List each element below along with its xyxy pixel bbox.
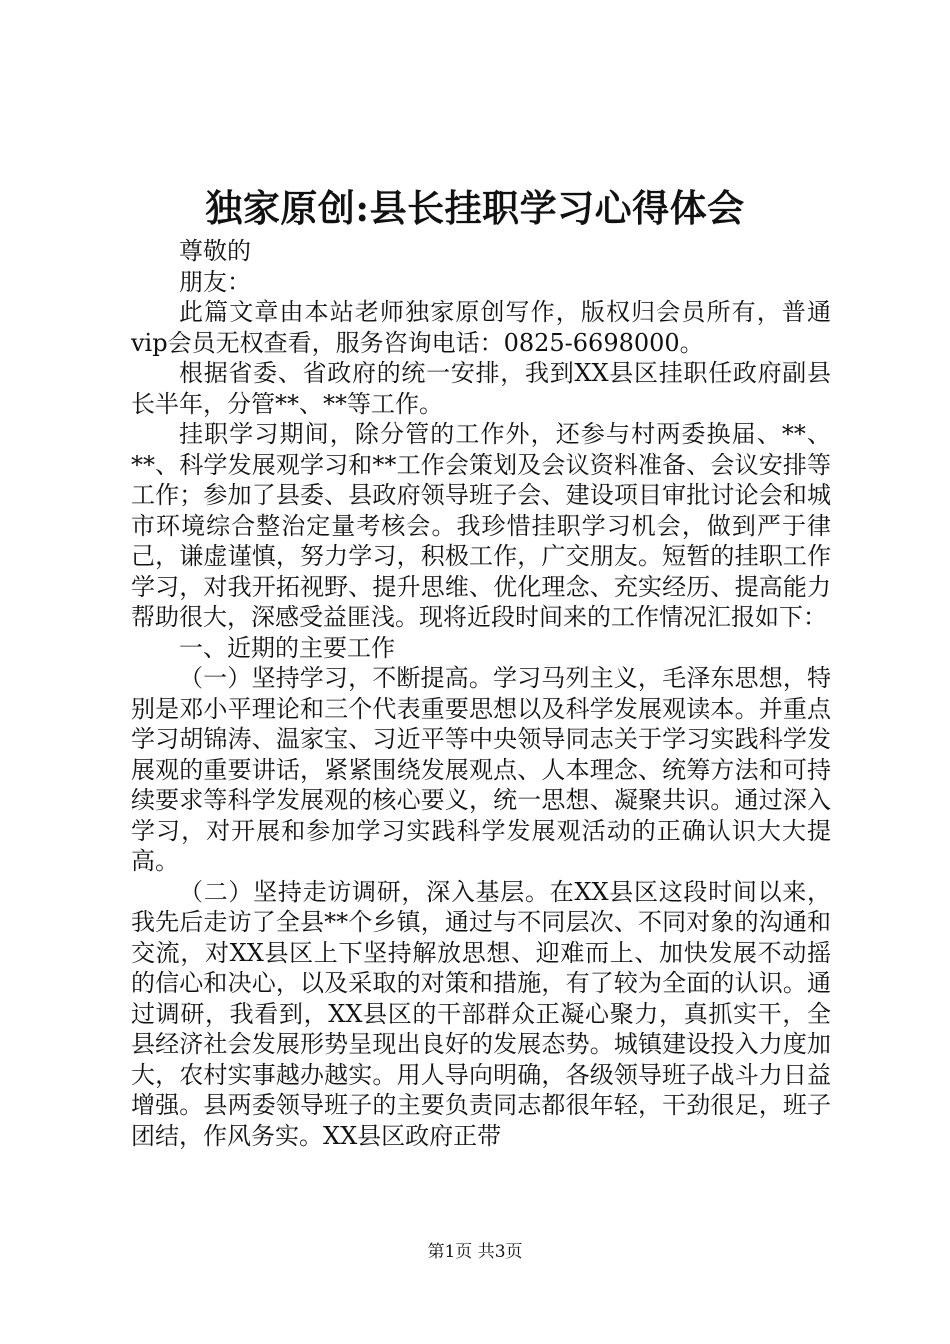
study-paragraph: （一）坚持学习，不断提高。学习马列主义，毛泽东思想，特别是邓小平理论和三个代表重要思想以及科学发展观读本。并重点学习胡锦涛、温家宝、习近平等中央领导同志关于学习实践科学发展观的重要讲话，紧紧围绕发展观点、人本理念、统筹方法和可持续要求等科学发展观的核心要义，统一思想、凝聚共识。通过深入学习，对开展和参加学习实践科学发展观活动的正确认识大大提高。 [131,664,831,875]
duties-paragraph: 挂职学习期间，除分管的工作外，还参与村两委换届、**、**、科学发展观学习和**工作会策划及会议资料准备、会议安排等工作；参加了县委、县政府领导班子会、建设项目审批讨论会和城市环境综合整治定量考核会。我珍惜挂职学习机会，做到严于律己，谦虚谨慎，努力学习，积极工作，广交朋友。短暂的挂职工作学习，对我开拓视野、提升思维、优化理念、充实经历、提高能力帮助很大，深感受益匪浅。现将近段时间来的工作情况汇报如下： [131,420,831,631]
research-paragraph: （二）坚持走访调研，深入基层。在XX县区这段时间以来，我先后走访了全县**个乡镇，通过与不同层次、不同对象的沟通和交流，对XX县区上下坚持解放思想、迎难而上、加快发展不动摇的信心和决心，以及采取的对策和措施，有了较为全面的认识。通过调研，我看到，XX县区的干部群众正凝心聚力，真抓实干，全县经济社会发展形势呈现出良好的发展态势。城镇建设投入力度加大，农村实事越办越实。用人导向明确，各级领导班子战斗力日益增强。县两委领导班子的主要负责同志都很年轻，干劲很足，班子团结，作风务实。XX县区政府正带 [131,877,831,1150]
salutation-line-1: 尊敬的 [179,237,251,265]
page-footer: 第1页 共3页 [427,1242,523,1262]
document-body [131,236,831,1151]
copyright-notice-paragraph: 此篇文章由本站老师独家原创写作，版权归会员所有，普通vip会员无权查看，服务咨询电话：0825-6698000。 [131,298,831,357]
salutation-line-2: 朋友： [179,267,251,296]
document-title: 独家原创:县长挂职学习心得体会 [205,186,745,230]
intro-paragraph: 根据省委、省政府的统一安排，我到XX县区挂职任政府副县长半年，分管**、**等工作。 [131,359,831,418]
section-heading-main-work: 一、近期的主要工作 [179,633,395,662]
